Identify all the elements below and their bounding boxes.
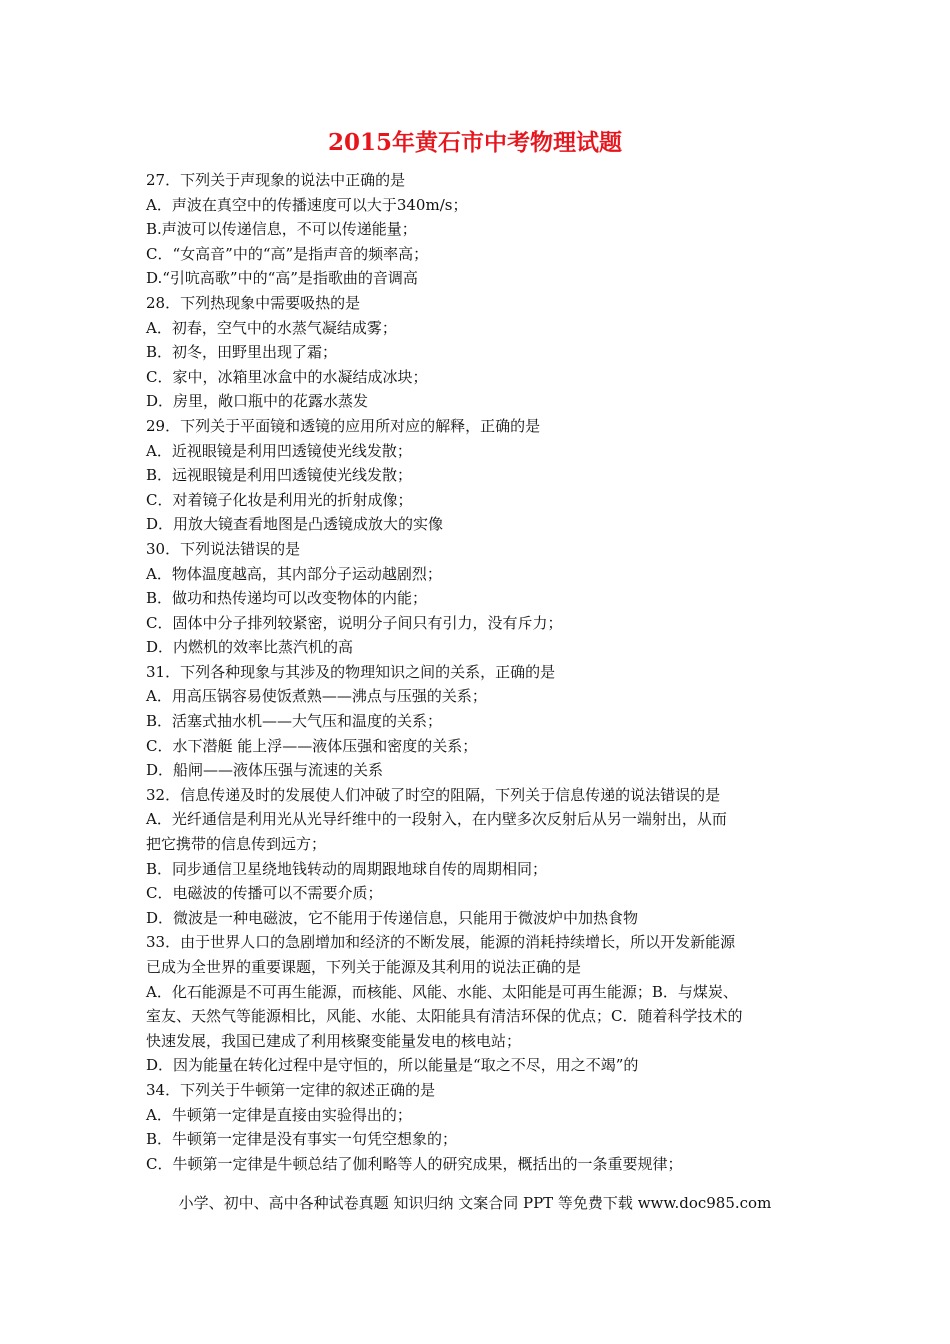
text-line: A．牛顿第一定律是直接由实验得出的； [146,1105,412,1124]
text-line: 33．由于世界人口的急剧增加和经济的不断发展，能源的消耗持续增长，所以开发新能源 [146,933,736,952]
text-line: B．远视眼镜是利用凹透镜使光线发散； [146,466,413,485]
text-line: A．近视眼镜是利用凹透镜使光线发散； [146,441,412,460]
text-line: C．电磁波的传播可以不需要介质； [146,884,383,903]
text-line: 室友、天然气等能源相比，风能、水能、太阳能具有清洁环保的优点；C．随着科学技术的 [146,1007,743,1026]
text-line: B.声波可以传递信息，不可以传递能量； [146,220,417,239]
text-line: D．房里，敞口瓶中的花露水蒸发 [146,392,369,411]
text-line: A．光纤通信是利用光从光导纤维中的一段射入，在内壁多次反射后从另一端射出，从而 [146,810,727,829]
text-line: C．牛顿第一定律是牛顿总结了伽利略等人的研究成果，概括出的一条重要规律； [146,1154,683,1173]
text-line: 30．下列说法错误的是 [146,539,301,558]
question-body [146,168,806,1176]
text-line: A．初春，空气中的水蒸气凝结成雾； [146,318,397,337]
text-line: B．同步通信卫星绕地钱转动的周期跟地球自传的周期相同； [146,859,548,878]
text-line: C．家中，冰箱里冰盒中的水凝结成冰块； [146,367,428,386]
text-line: A．用高压锅容易使饭煮熟——沸点与压强的关系； [146,687,487,706]
text-line: A．声波在真空中的传播速度可以大于340m/s； [146,195,468,214]
text-line: B．初冬，田野里出现了霜； [146,343,338,362]
text-line: C．对着镜子化妆是利用光的折射成像； [146,490,413,509]
text-line: 27．下列关于声现象的说法中正确的是 [146,171,406,189]
text-line: D．船闸——液体压强与流速的关系 [146,761,384,780]
text-line: 快速发展，我国已建成了利用核聚变能量发电的核电站； [146,1031,522,1050]
text-line: C．水下潜艇 能上浮——液体压强和密度的关系； [146,736,478,755]
text-line: 31．下列各种现象与其涉及的物理知识之间的关系，正确的是 [146,662,556,681]
text-line: D．内燃机的效率比蒸汽机的高 [146,638,354,657]
text-line: 34．下列关于牛顿第一定律的叙述正确的是 [146,1080,436,1099]
text-line: B．做功和热传递均可以改变物体的内能； [146,589,428,608]
text-line: A．化石能源是不可再生能源，而核能、风能、水能、太阳能是可再生能源；B．与煤炭、 [146,982,738,1001]
text-line: C．“女高音”中的“高”是指声音的频率高； [146,244,429,263]
page-title: 2015年黄石市中考物理试题 [327,129,622,156]
text-line: B．牛顿第一定律是没有事实一句凭空想象的； [146,1130,458,1149]
text-line: D.“引吭高歌”中的“高”是指歌曲的音调高 [146,269,418,288]
text-line: C．固体中分子排列较紧密，说明分子间只有引力，没有斥力； [146,613,563,632]
text-line: D．微波是一种电磁波，它不能用于传递信息，只能用于微波炉中加热食物 [146,908,639,927]
text-line: B．活塞式抽水机——大气压和温度的关系； [146,712,443,731]
text-line: D．用放大镜查看地图是凸透镜成放大的实像 [146,515,444,534]
text-line: A．物体温度越高，其内部分子运动越剧烈； [146,564,442,583]
text-line: 29．下列关于平面镜和透镜的应用所对应的解释，正确的是 [146,416,541,435]
text-line: D．因为能量在转化过程中是守恒的，所以能量是“取之不尽，用之不竭”的 [146,1056,639,1075]
text-line: 28．下列热现象中需要吸热的是 [146,293,361,312]
text-line: 已成为全世界的重要课题，下列关于能源及其利用的说法正确的是 [146,958,582,976]
text-line: 把它携带的信息传到远方； [146,835,327,854]
text-line: 32．信息传递及时的发展使人们冲破了时空的阻隔，下列关于信息传递的说法错误的是 [146,785,721,804]
page-footer: 小学、初中、高中各种试卷真题 知识归纳 文案合同 PPT 等免费下载 www.doc985.com [178,1194,772,1212]
